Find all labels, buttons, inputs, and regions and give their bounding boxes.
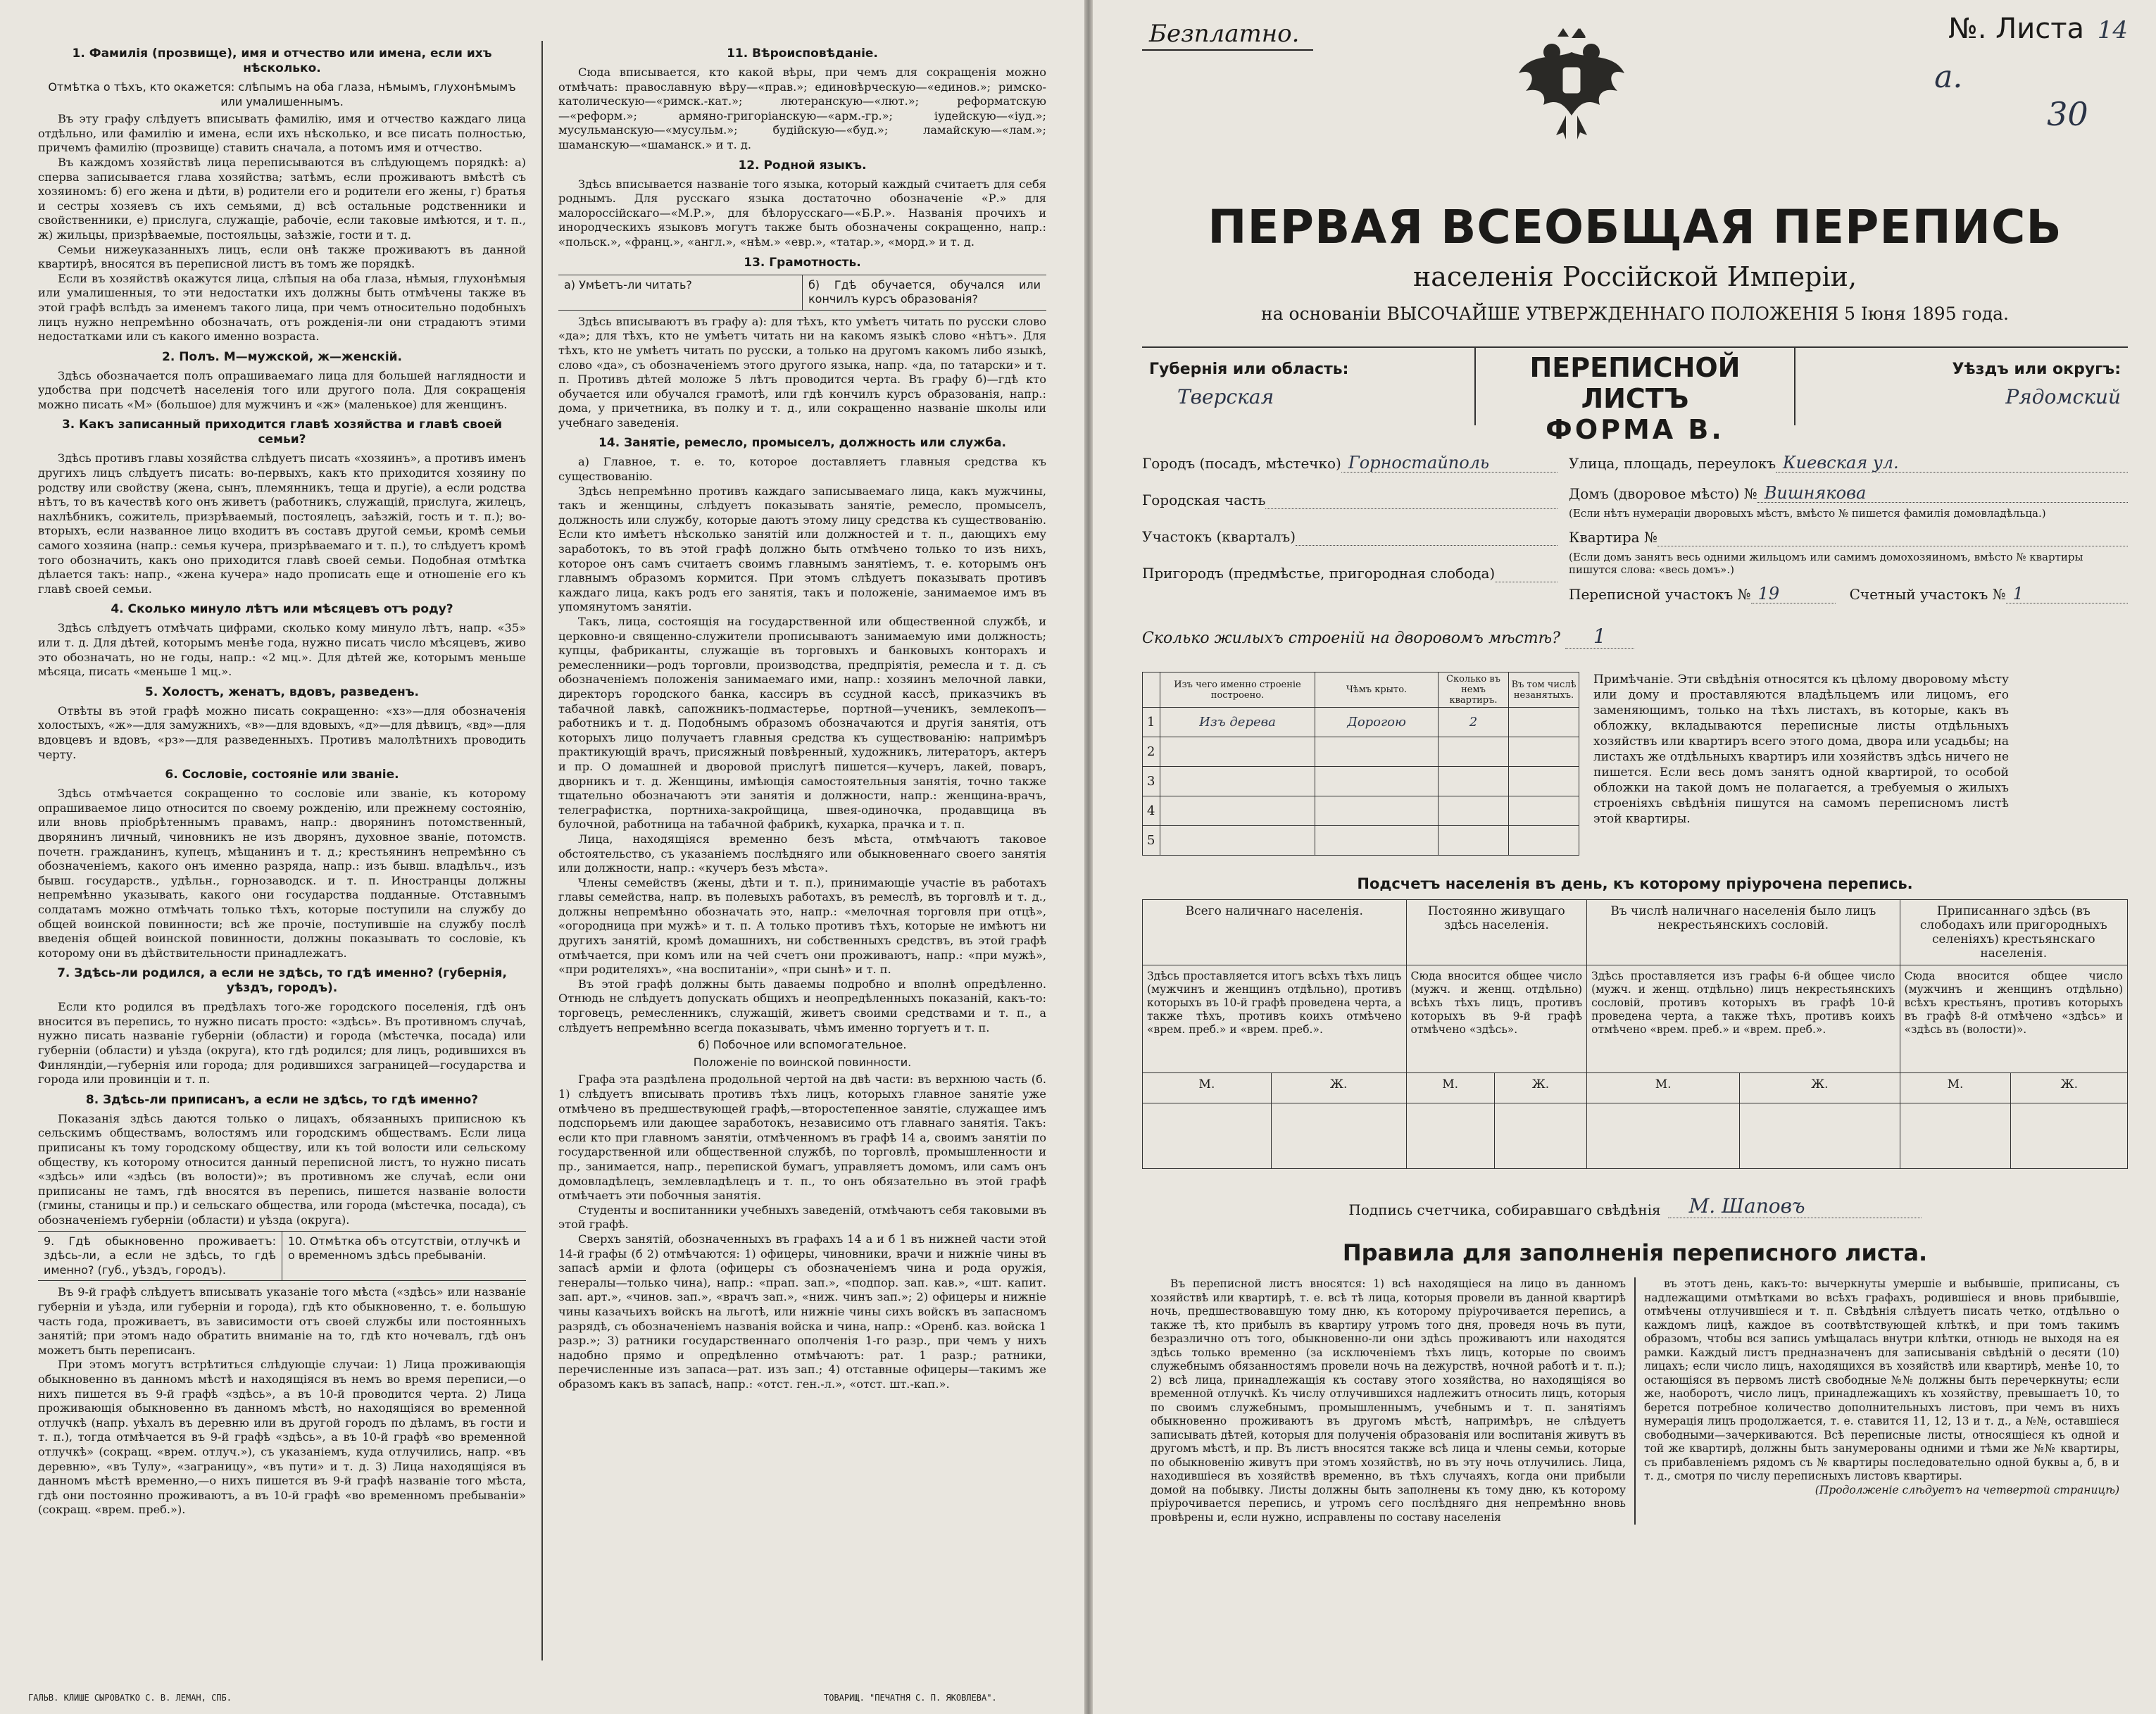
instructions-column-1 xyxy=(28,41,536,1660)
printer-imprint-right: ТОВАРИЩ. "ПЕЧАТНЯ С. П. ЯКОВЛЕВА". xyxy=(824,1693,997,1703)
section-title: 8. Здѣсь-ли приписанъ, а если не здѣсь, то гдѣ именно? xyxy=(85,1092,479,1107)
section-title: 14. Занятіе, ремесло, промыселъ, должность или служба. xyxy=(598,436,1006,451)
paragraph: Въ эту графу слѣдуетъ вписывать фамилію, имя и отчество каждаго лица отдѣльно, или фамилію и имена, если ихъ нѣсколько, и все писать полностью, причемъ фамилію (прозвище) ставить сначала, а потомъ имя и отчество. xyxy=(38,112,526,155)
paragraph: Семьи нижеуказанныхъ лицъ, если онѣ также проживаютъ въ данной квартирѣ, вносятся въ переписной листъ въ томъ же порядкѣ. xyxy=(38,242,526,271)
buildings-cell xyxy=(1315,767,1439,796)
form-label: ФОРМА В. xyxy=(1546,414,1724,445)
house-value: Вишнякова xyxy=(1757,484,2128,503)
buildings-question: Сколько жилыхъ строеній на дворовомъ мѣстѣ? 1 xyxy=(1142,625,2128,648)
buildings-table-header: Изъ чего именно строеніе построено. Чѣмъ крыто. Сколько въ немъ квартиръ. Въ том числѣ незанятыхъ. xyxy=(1143,673,1579,708)
paragraph: Члены семействъ (жены, дѣти и т. п.), принимающіе участіе въ работахъ главы семейства, напр. въ полевыхъ работахъ, въ ремеслѣ, въ торговлѣ и т. д., должны непремѣнно обозначать это, напр.: «мелочная торговля при отцѣ», «огородница при мужѣ» и т. п. А только противъ тѣхъ, которые не имѣютъ ни другихъ занятій, кромѣ домашнихъ, ни собственныхъ средствъ, въ этой графѣ отмѣчается, при комъ или на чей счетъ они проживаютъ, напр.: «при мужѣ», «при родителяхъ», «на воспитаніи», «при сынѣ» и т. п. xyxy=(558,875,1046,977)
column-divider xyxy=(541,41,543,1660)
section-title: 12. Родной языкъ. xyxy=(738,158,867,173)
section-title: 1. Фамилія (прозвище), имя и отчество или имена, если ихъ нѣсколько. xyxy=(72,46,492,75)
buildings-cell xyxy=(1439,796,1509,826)
uezd-value: Рядомский xyxy=(2005,385,2121,408)
precinct-field: Участокъ (кварталъ) xyxy=(1142,527,1558,546)
page-fold xyxy=(1084,0,1093,1714)
address-block xyxy=(1142,453,2128,615)
population-count-table xyxy=(1142,899,2128,1169)
instructions-column-2 xyxy=(549,41,1056,1660)
section-title: 3. Какъ записанный приходится главѣ хозяйства и главѣ своей семьи? xyxy=(61,418,503,447)
city-value: Горностайполь xyxy=(1341,453,1558,473)
district-field: Городская часть xyxy=(1142,491,1558,509)
section-note: Положеніе по воинской повинности. xyxy=(693,1055,912,1069)
buildings-cell xyxy=(1160,826,1315,856)
apartment-field: Квартира № xyxy=(1569,528,2128,546)
buildings-cell xyxy=(1160,767,1315,796)
buildings-cell: 2 xyxy=(1439,708,1509,737)
population-table-descriptions: Здѣсь проставляется итогъ всѣхъ тѣхъ лицъ (мужчинъ и женщинъ отдѣльно), противъ которыхъ въ 10-й графѣ проведена черта, а также тѣхъ, противъ коихъ отмѣчено «врем. преб.» и «врем. преб.». Сюда вносится общее число (мужч. и женщ. отдѣльно) всѣхъ тѣхъ лицъ, противъ которыхъ въ 9-й графѣ отмѣчено «здѣсь». Здѣсь проставляется изъ графы 6-й общее число (мужч. и женщ. отдѣльно) лицъ некрестьянскихъ сословій, противъ которыхъ въ графѣ 10-й проведена черта, а также тѣхъ, противъ коихъ отмѣчено «врем. преб.» и «врем. преб.». Сюда вносится общее число (мужчинъ и женщинъ отдѣльно) всѣхъ крестьянъ, противъ которыхъ въ графѣ 8-й отмѣчено «здѣсь» и «здѣсь въ (волости)». xyxy=(1143,965,2128,1073)
buildings-note: Примѣчаніе. Эти свѣдѣнія относятся къ цѣлому дворовому мѣсту или дому и проставляются владѣльцемъ или лицомъ, его заменяющимъ, только на тѣхъ листахъ, въ которые, какъ въ обложку, вкладываются переписные листы отдѣльныхъ хозяйствъ или квартиръ всего этого дома, двора или усадьбы; на листахъ же отдѣльныхъ квартиръ или хозяйствъ здѣсь ничего не пишется. Если весь домъ занятъ одной квартирой, то особой обложки на такой домъ не полагается, а требуемыя о жилыхъ строеніяхъ свѣдѣнія пишутся на самомъ переписномъ листѣ этой квартиры. xyxy=(1593,673,2009,826)
paragraph: Показанія здѣсь даются только о лицахъ, обязанныхъ приписною къ сельскимъ обществамъ, волостямъ или городскимъ обществамъ. Если лица приписаны къ тому городскому обществу, или къ той волости или сельскому обществу, къ которому относится данный переписной листъ, то нужно писать «здѣсь» или «здѣсь (въ волости)»; въ противномъ же случаѣ, если они приписаны не тамъ, гдѣ вносятся въ перепись, пишется названіе волости (гмины, станицы и пр.) и сельскаго общества, или города (мѣстечка, посада), съ обозначеніемъ губерніи (области) и уѣзда (округа). xyxy=(38,1111,526,1227)
section-note: б) Побочное или вспомогательное. xyxy=(698,1038,907,1052)
buildings-table-row xyxy=(1143,767,1579,796)
question-left: 9. Гдѣ обыкновенно проживаетъ: здѣсь-ли, а если не здѣсь, то гдѣ именно? (губ., уѣздъ, городъ). xyxy=(44,1234,276,1277)
header-row xyxy=(1142,13,2128,133)
buildings-cell xyxy=(1160,796,1315,826)
paragraph: Графа эта раздѣлена продольной чертой на двѣ части: въ верхнюю часть (б. 1) слѣдуетъ вписывать противъ тѣхъ лицъ, которыхъ главное занятіе уже отмѣчено въ предшествующей графѣ,—второстепенное занятіе, служащее имъ подспорьемъ или дающее заработокъ, независимо отъ главнаго занятія. Такъ: если кто при главномъ занятіи, отмѣченномъ въ графѣ 14 а, своимъ занятіи по государственной или общественной службѣ, по торговлѣ, промышленности и пр., занимается, напр., перепиской бумагъ, управляетъ домомъ, или самъ онъ домовладѣлецъ, землевладѣлецъ и т. п., то онъ обязательно въ этой графѣ отмѣчаетъ эти побочныя занятія. xyxy=(558,1072,1046,1203)
question-right: 10. Отмѣтка объ отсутствіи, отлучкѣ и о временномъ здѣсь пребываніи. xyxy=(282,1232,526,1281)
census-precinct-field: Переписной участокъ № 19 Счетный участокъ № 1 xyxy=(1569,584,2128,603)
paragraph: При этомъ могутъ встрѣтиться слѣдующіе случаи: 1) Лица проживающія обыкновенно въ данномъ мѣстѣ и находящіяся въ немъ во время переписи,—о нихъ пишется въ 9-й графѣ «здѣсь», а въ 10-й проводится черта. 2) Лица проживающія обыкновенно въ данномъ мѣстѣ, но находящіяся во временной отлучкѣ (напр. уѣхалъ въ деревню или въ другой городъ по дѣламъ, въ гости и т. п.), тогда отмѣчается въ 9-й графѣ «здѣсь», а въ 10-й графѣ «во временной отлучкѣ» (сокращ. «врем. отлуч.»), съ указаніемъ, куда отлучились, напр. «въ деревню», «въ Тулу», «заграницу», «въ пути» и т. д. 3) Лица находящіяся въ данномъ мѣстѣ временно,—о нихъ пишется въ 9-й графѣ названіе того мѣста, гдѣ они постоянно проживаютъ, а въ 10-й графѣ «во временномъ пребываніи» (сокращ. «врем. преб.»). xyxy=(38,1358,526,1517)
paired-question xyxy=(38,1231,526,1282)
rules-column-right: въ этотъ день, какъ-то: вычеркнуты умершіе и выбывшіе, приписаны, съ надлежащими отмѣтками во всѣхъ графахъ, родившіеся и вновь прибывшіе, отмѣчены отлучившіеся и т. п. Свѣдѣнія слѣдуетъ писать четко, отдѣльно о каждомъ лицѣ, каждое въ соотвѣтствующей клѣткѣ, и при томъ такимъ образомъ, чтобы вся запись умѣщалась внутри клѣтки, отнюдь не выходя на ея рамки. Каждый листъ предназначенъ для записыванія свѣдѣній о десяти (10) лицахъ; если число лицъ, находящихся въ хозяйствѣ или квартирѣ, менѣе 10, то остающіяся въ первомъ листѣ свободные №№ должны быть перечеркнуты; если же, наоборотъ, число лицъ, принадлежащихъ къ хозяйству, превышаетъ 10, то берется потребное количество дополнительныхъ листовъ, при чемъ въ нихъ нумерація лицъ продолжается, т. е. ставится 11, 12, 13 и т. д., а №№, оставшіеся свободными—зачеркиваются. Всѣ переписные листы, относящіеся къ одной и той же квартирѣ, должны быть занумерованы одними и тѣми же №№ квартиры, съ прибавленіемъ рядомъ съ № квартиры последовательно одной буквы а, б, в и т. д., смотря по числу переписныхъ листовъ квартиры. (Продолженіе слѣдуетъ на четвертой страницѣ) xyxy=(1634,1277,2128,1525)
right-page xyxy=(1093,0,2156,1714)
rules-column-left: Въ переписной листъ вносятся: 1) всѣ находящіеся на лицо въ данномъ хозяйствѣ или квартирѣ, т. е. всѣ тѣ лица, которыя провели въ данной квартирѣ ночь, предшествовавшую тому дню, къ которому пріурочивается перепись, а также тѣ, кто прибылъ въ квартиру утромъ того дня, проведя ночь въ пути, безразлично отъ того, обыкновенно-ли они здѣсь проживаютъ или находятся здѣсь только временно (за исключеніемъ тѣхъ лицъ, которые по своимъ служебнымъ обязанностямъ провели ночь на дежурствѣ, ночной работѣ и т. п.); 2) всѣ лица, принадлежащія къ составу этого хозяйства, но находящіяся во временной отлучкѣ. Къ числу отлучившихся надлежитъ относить лицъ, которыя по своимъ служебнымъ, промышленнымъ, учебнымъ и т. п. занятіямъ обыкновенно проживаютъ въ другомъ мѣстѣ, напримѣръ, не слѣдуетъ записывать дѣтей, которыя для полученія образованія или воспитанія живутъ въ другомъ мѣстѣ, и пр. Въ листъ вносятся также всѣ лица и члены семьи, которые по обыкновенію живутъ при этомъ хозяйствѣ, но въ эту ночь отлучились. Лица, находившіеся въ хозяйствѣ временно, въ тѣхъ случаяхъ, когда они прибыли домой на побывку. Листы должны быть заполнены къ тому дню, къ которому пріурочивается перепись, и утромъ сего послѣдняго дня непремѣнно вновь провѣрены и, если нужно, исправлены по составу населенія xyxy=(1151,1277,1626,1524)
enumerator-signature: Подпись счетчика, собиравшаго свѣдѣнія М. Шаповъ xyxy=(1142,1194,2128,1218)
buildings-cell: Дорогою xyxy=(1315,708,1439,737)
buildings-section xyxy=(1142,672,2128,856)
section-title: 2. Полъ. М—мужской, ж—женскій. xyxy=(161,349,403,364)
question-left: а) Умѣетъ-ли читать? xyxy=(564,277,692,292)
section-title: 4. Сколько минуло лѣтъ или мѣсяцевъ отъ роду? xyxy=(111,602,453,617)
buildings-cell xyxy=(1315,737,1439,767)
buildings-cell: 2 xyxy=(1143,737,1160,767)
sheet-header-block xyxy=(1142,346,2128,445)
buildings-cell xyxy=(1315,796,1439,826)
paragraph: Здѣсь обозначается полъ опрашиваемаго лица для большей наглядности и удобства при подсчетѣ населенія того или другого пола. Для сокращенія можно писать «М» (большое) для мужчинъ и «ж» (маленькое) для женщинъ. xyxy=(38,368,526,411)
uezd-label: Уѣздъ или округъ: xyxy=(1952,361,2121,378)
section-title: 6. Сословіе, состояніе или званіе. xyxy=(165,768,399,782)
section-title: 11. Вѣроисповѣданіе. xyxy=(727,46,878,61)
sheet-title: ПЕРЕПИСНОЙ ЛИСТЪ xyxy=(1529,352,1741,414)
paragraph: Въ 9-й графѣ слѣдуетъ вписывать указаніе того мѣста («здѣсь» или названіе губерніи и уѣзда, или губерніи и города), гдѣ кто обыкновенно, т. е. большую часть года, проживаетъ, въ зависимости отъ своей службы или постоянныхъ занятій; при этомъ надо обратить вниманіе на то, гдѣ кто ночевалъ, гдѣ онъ можетъ быть переписанъ. xyxy=(38,1285,526,1357)
paragraph: Въ каждомъ хозяйствѣ лица переписываются въ слѣдующемъ порядкѣ: а) сперва записывается глава хозяйства; затѣмъ, если проживаютъ вмѣстѣ съ хозяиномъ: б) его жена и дѣти, в) родители его и родители его жены, г) братья и сестры хозяевъ съ ихъ семьями, д) всѣ остальные родственники и свойственники, е) прислуга, служащіе, рабочіе, если таковые имѣются, и т. п., ж) жильцы, призрѣваемые, постояльцы, заѣзжіе, гости и т. д. xyxy=(38,155,526,242)
street-field: Улица, площадь, переулокъ Киевская ул. xyxy=(1569,453,2128,473)
buildings-cell xyxy=(1439,826,1509,856)
buildings-cell xyxy=(1509,737,1579,767)
gubernia-value: Тверская xyxy=(1177,385,1274,408)
buildings-table-row xyxy=(1143,796,1579,826)
paragraph: Сюда вписывается, кто какой вѣры, при чемъ для сокращенія можно отмѣчать: православную вѣру—«прав.»; единовѣрческую—«единов.»; римско-католическую—«римск.-кат.»; лютеранскую—«лют.»; реформатскую—«реформ.»; армяно-григоріанскую—«арм.-гр.»; іудейскую—«іуд.»; мусульманскую—«мусульм.»; будійскую—«буд.»; ламайскую—«лам.»; шаманскую—«шаманск.» и т. д. xyxy=(558,65,1046,151)
apartment-note: (Если домъ занятъ весь одними жильцомъ или самимъ домохозяиномъ, вмѣсто № квартиры пишутся слова: «весь домъ».) xyxy=(1569,551,2083,576)
continuation-note: (Продолженіе слѣдуетъ на четвертой страницѣ) xyxy=(1815,1483,2119,1496)
house-field: Домъ (дворовое мѣсто) № Вишнякова xyxy=(1569,484,2128,503)
buildings-cell xyxy=(1509,767,1579,796)
section-note: Отмѣтка о тѣхъ, кто окажется: слѣпымъ на оба глаза, нѣмымъ, глухонѣмымъ или умалишеннымъ. xyxy=(48,80,516,108)
buildings-cell: 1 xyxy=(1143,708,1160,737)
census-basis: на основаніи ВЫСОЧАЙШЕ УТВЕРЖДЕННАГО ПОЛОЖЕНІЯ 5 Іюня 1895 года. xyxy=(1261,304,2009,324)
population-table-sex-row: М. Ж. М. Ж. М. Ж. М. Ж. xyxy=(1143,1073,2128,1103)
sheet-number xyxy=(1934,13,2128,133)
buildings-cell xyxy=(1509,708,1579,737)
paragraph: Если кто родился въ предѣлахъ того-же городского поселенія, гдѣ онъ вносится въ перепись, то нужно писать просто: «здѣсь». Въ противномъ случаѣ, нужно писать названіе губерніи (области) и города (мѣстечка, посада) или губерніи (области) и уѣзда (округа), кто гдѣ родился; для лицъ, родившихся въ Финляндіи,—губернія или города; для родившихся заграницей—государства и города или провинціи и т. п. xyxy=(38,1000,526,1087)
population-count-title: Подсчетъ населенія въ день, къ которому пріурочена перепись. xyxy=(1357,875,1913,892)
census-precinct-value: 19 xyxy=(1751,584,1836,603)
street-value: Киевская ул. xyxy=(1776,453,2128,473)
sheet-form-cell xyxy=(1474,348,1795,445)
paragraph: Здѣсь вписываютъ въ графу а): для тѣхъ, кто умѣетъ читать по русски слово «да»; для тѣхъ, кто не умѣетъ читать ни на какомъ языкѣ слово «нѣтъ». Для тѣхъ, кто не умѣетъ читать по русски, а только на другомъ какомъ либо языкѣ, слово «да», съ обозначеніемъ этого другого языка, напр. «да, по татарски» и т. п. Противъ дѣтей моложе 5 лѣтъ проводится черта. Въ графу б)—гдѣ кто обучается или обучался грамотѣ, или гдѣ кончилъ курсъ образованія, напр.: дома, у причетника, въ полку и т. д., или сокращенно названіе школы или учебнаго заведенія. xyxy=(558,314,1046,430)
paragraph: Студенты и воспитанники учебныхъ заведеній, отмѣчаютъ себя таковыми въ этой графѣ. xyxy=(558,1203,1046,1232)
paragraph: Здѣсь противъ главы хозяйства слѣдуетъ писать «хозяинъ», а противъ именъ другихъ лицъ слѣдуетъ писать: во-первыхъ, какъ кто приходится хозяину по родству или свойству (жена, сынъ, племянникъ, теща и другіе), а если родства нѣтъ, то въ качествѣ кого онъ живетъ (работникъ, служащій, прислуга, жилецъ, нахлѣбникъ, сожитель, призрѣваемый, постоялецъ, заѣзжій, гость и т. п.); во-вторыхъ, если названное лицо входитъ въ составъ другой семьи, кромѣ семьи самого хозяина (напр.: семья кучера, призрѣваемаго и т. п.), то слѣдуетъ кромѣ того обозначить, какъ оно приходится главѣ своей семьи. Подобная отмѣтка дѣлается такъ: напр., «жена кучера» надо прописать еще и отношеніе его къ главѣ своей семьи. xyxy=(38,451,526,596)
counting-precinct-value: 1 xyxy=(2006,584,2128,603)
sheet-number-label: №. Листа xyxy=(1948,13,2085,45)
paragraph: а) Главное, т. е. то, которое доставляетъ главныя средства къ существованію. xyxy=(558,455,1046,484)
buildings-cell xyxy=(1509,826,1579,856)
paragraph: Если въ хозяйствѣ окажутся лица, слѣпыя на оба глаза, нѣмыя, глухонѣмыя или умалишенныя, то эти недостатки ихъ должны быть отмѣчены также въ этой графѣ вслѣдъ за именемъ такого лица, при чемъ относительно подобныхъ лицъ нужно непремѣнно обозначать, отъ рожденія-ли они страдаютъ этими недостатками или съ какого именно возраста. xyxy=(38,271,526,344)
suburb-field: Пригородъ (предмѣстье, пригородная слобода) xyxy=(1142,564,1558,582)
paragraph: Здѣсь непремѣнно противъ каждаго записываемаго лица, какъ мужчины, такъ и женщины, слѣдуетъ показывать занятіе, ремесло, промыселъ, должность или службу, которые даютъ этому лицу средства къ существованію. Если кто имѣетъ нѣсколько занятій или должностей и т. п., дающихъ ему заработокъ, то въ этой графѣ должно быть отмѣчено только то изъ нихъ, которое онъ самъ считаетъ своимъ главнымъ занятіемъ, т. е. которымъ онъ главнымъ образомъ кормится. При этомъ слѣдуетъ показывать противъ каждаго лица, какъ родъ его занятія, такъ и положеніе, занимаемое имъ въ упомянутомъ занятіи. xyxy=(558,484,1046,614)
buildings-cell: 3 xyxy=(1143,767,1160,796)
rules-section xyxy=(1142,1277,2128,1525)
buildings-cell: 5 xyxy=(1143,826,1160,856)
uezd-cell xyxy=(1795,348,2128,425)
gubernia-label: Губернія или область: xyxy=(1149,361,1349,378)
buildings-table xyxy=(1142,672,1579,856)
paragraph: Отвѣты въ этой графѣ можно писать сокращенно: «хз»—для обозначенія холостыхъ, «ж»—для замужнихъ, «в»—для вдовыхъ, «д»—для дѣвицъ, «вд»—для вдовцевъ и вдовъ, «рз»—для разведенныхъ. Противъ малолѣтнихъ проводить черту. xyxy=(38,703,526,761)
buildings-cell xyxy=(1509,796,1579,826)
handwritten-letter: а. xyxy=(1934,59,1963,95)
section-title: 5. Холостъ, женатъ, вдовъ, разведенъ. xyxy=(145,684,419,699)
signature-value: М. Шаповъ xyxy=(1668,1194,1922,1218)
gubernia-cell xyxy=(1142,348,1474,425)
section-title: 7. Здѣсь-ли родился, а если не здѣсь, то гдѣ именно? (губернія, уѣздъ, городъ). xyxy=(57,966,507,996)
buildings-cell: 4 xyxy=(1143,796,1160,826)
census-title: ПЕРВАЯ ВСЕОБЩАЯ ПЕРЕПИСЬ xyxy=(1208,200,2062,254)
census-subtitle: населенія Россійской Имперіи, xyxy=(1412,261,1857,292)
buildings-cell xyxy=(1439,767,1509,796)
buildings-cell: Изъ дерева xyxy=(1160,708,1315,737)
paragraph: Лица, находящіяся временно безъ мѣста, отмѣчаютъ таковое обстоятельство, съ указаніемъ послѣдняго или обыкновеннаго своего занятія или должности, напр.: «кучеръ безъ мѣста». xyxy=(558,832,1046,875)
buildings-table-row xyxy=(1143,708,1579,737)
paragraph: Такъ, лица, состоящія на государственной или общественной службѣ, и церковно-и священно-служители прописываютъ занимаемую ими должность; купцы, фабриканты, служащіе въ торговыхъ и банковыхъ конторахъ и ремесленники—родъ торговли, производства, предпріятія, ремесла и т. д. съ обозначеніемъ положенія занимаемаго ими, напр.: хозяинъ мелочной лавки, директоръ городского банка, кассиръ въ ссудной кассѣ, приказчикъ въ табачной лавкѣ, сапожникъ-подмастерье, портной—ученикъ, землекопъ—работникъ и т. д. Подобнымъ образомъ обозначаются и другія занятія, отъ которыхъ лицо получаетъ главныя средства къ существованію: напримѣръ практикующій врачъ, присяжный повѣренный, художникъ, литераторъ, актеръ и пр. О домашней и дворовой прислугѣ пишется—кучеръ, лакей, поваръ, дворникъ и т. д. Женщины, имѣющія самостоятельныя занятія, точно также тщательно обозначаютъ эти занятія и должности, напр.: женщина-врачъ, телеграфистка, портниха-закройщица, швея-одиночка, продавщица въ булочной, работница на табачной фабрикѣ, кухарка, прачка и т. п. xyxy=(558,615,1046,832)
paragraph: Въ этой графѣ должны быть даваемы подробно и вполнѣ опредѣленно. Отнюдь не слѣдуетъ допускать общихъ и неопредѣленныхъ показаній, какъ-то: торговецъ, ремесленникъ, служащій, живетъ своими средствами и т. п., а слѣдуетъ непремѣнно всегда показывать, чѣмъ именно торгуетъ и т. п. xyxy=(558,977,1046,1034)
paragraph: Здѣсь отмѣчается сокращенно то сословіе или званіе, къ которому опрашиваемое лицо относится по своему рожденію, или прежнему состоянію, или вновь пріобрѣтеннымъ правамъ, напр.: дворянинъ потомственный, дворянинъ личный, чиновникъ не изъ дворянъ, духовное званіе, потомств. почетн. гражданинъ, купецъ, мѣщанинъ и т. д.; крестьянинъ непремѣнно съ обозначеніемъ, какого онъ именно разряда, напр.: изъ бывш. владѣльч., изъ бывш. государств., удѣльн., горнозаводск. и т. п. Иностранцы должны непремѣнно указывать, какого они государства подданные. Отставнымъ солдатамъ можно отмѣчать только тѣхъ, которые поступили на службу до общей воинской повинности; всѣ же прочіе, поступившіе на службу послѣ введенія общей воинской повинности, должны показывать то сословіе, къ которому они въ дѣйствительности принадлежатъ. xyxy=(38,787,526,960)
population-table-headers: Всего наличнаго населенія. Постоянно живущаго здѣсь населенія. Въ числѣ наличнаго населенія было лицъ некрестьянскихъ сословій. Приписаннаго здѣсь (въ слободахъ или пригородныхъ селеніяхъ) крестьянскаго населенія. xyxy=(1143,900,2128,965)
paragraph: Здѣсь вписывается названіе того языка, который каждый считаетъ для себя роднымъ. Для русскаго языка достаточно обозначеніе «Р.» для малороссійскаго—«М.Р.», для бѣлорусскаго—«Б.Р.». Названія прочихъ и инородческихъ языковъ могутъ также быть обозначены сокращенно, напр.: «польск.», «франц.», «англ.», «нѣм.» «евр.», «татар.», «морд.» и т. д. xyxy=(558,177,1046,249)
buildings-cell xyxy=(1160,737,1315,767)
population-table-values-row xyxy=(1143,1103,2128,1169)
handwritten-number: 30 xyxy=(2047,95,2088,133)
house-note: (Если нѣтъ нумераціи дворовыхъ мѣстъ, вмѣсто № пишется фамилія домовладѣльца.) xyxy=(1569,507,2046,520)
buildings-table-row xyxy=(1143,826,1579,856)
printer-imprint-left: ГАЛЬВ. КЛИШЕ СЫРОВАТКО С. В. ЛЕМАН, СПБ. xyxy=(28,1693,232,1703)
buildings-cell xyxy=(1315,826,1439,856)
paired-question xyxy=(558,275,1046,311)
free-label: Безплатно. xyxy=(1142,20,1313,51)
sheet-number-value: 14 xyxy=(2097,16,2128,44)
buildings-cell xyxy=(1439,737,1509,767)
section-title: 13. Грамотность. xyxy=(744,255,861,270)
paragraph: Сверхъ занятій, обозначенныхъ въ графахъ 14 а и б 1 въ нижней части этой 14-й графы (б 2) отмѣчаются: 1) офицеры, чиновники, врачи и нижніе чины въ запасѣ арміи и флота (офицеры съ обозначеніемъ чина и рода оружія, генералы—только чина), напр.: «прап. зап.», «подпор. зап. кав.», «шт. капит. зап. арт.», «чинов. зап.», «врачъ зап.», «ниж. чинъ зап.»; 2) офицеры и нижніе чины казачьихъ войскъ на льготѣ, или нижніе чины сихъ войскъ въ запасномъ разрядѣ, съ обозначеніемъ названія войска и чина, напр.: «Оренб. каз. войска 1 разр.»; 3) ратники государственнаго ополченія 1-го разр., при чемъ у нихъ надобно прямо и опредѣленно отмѣчаютъ: рат. 1 разр.; ратники, перечисленные изъ запаса—рат. изъ зап.; 4) отставные офицеры—такимъ же образомъ какъ въ запасѣ, напр.: «отст. ген.-л.», «отст. шт.-кап.». xyxy=(558,1232,1046,1391)
city-field: Городъ (посадъ, мѣстечко) Горностайполь xyxy=(1142,453,1558,473)
buildings-table-row xyxy=(1143,737,1579,767)
buildings-value: 1 xyxy=(1565,625,1634,649)
paragraph: Здѣсь слѣдуетъ отмѣчать цифрами, сколько кому минуло лѣтъ, напр. «35» или т. д. Для дѣтей, которымъ менѣе года, нужно писать число мѣсяцевъ, живо это обозначать, но не годы, напр.: «2 мц.». Для дѣтей же, которымъ меньше мѣсяца, писать «меньше 1 мц.». xyxy=(38,621,526,679)
rules-title: Правила для заполненія переписного листа. xyxy=(1342,1239,1928,1266)
double-headed-eagle-icon xyxy=(1515,24,1628,144)
question-right: б) Гдѣ обучается, обучался или кончилъ курсъ образованія? xyxy=(802,275,1046,310)
